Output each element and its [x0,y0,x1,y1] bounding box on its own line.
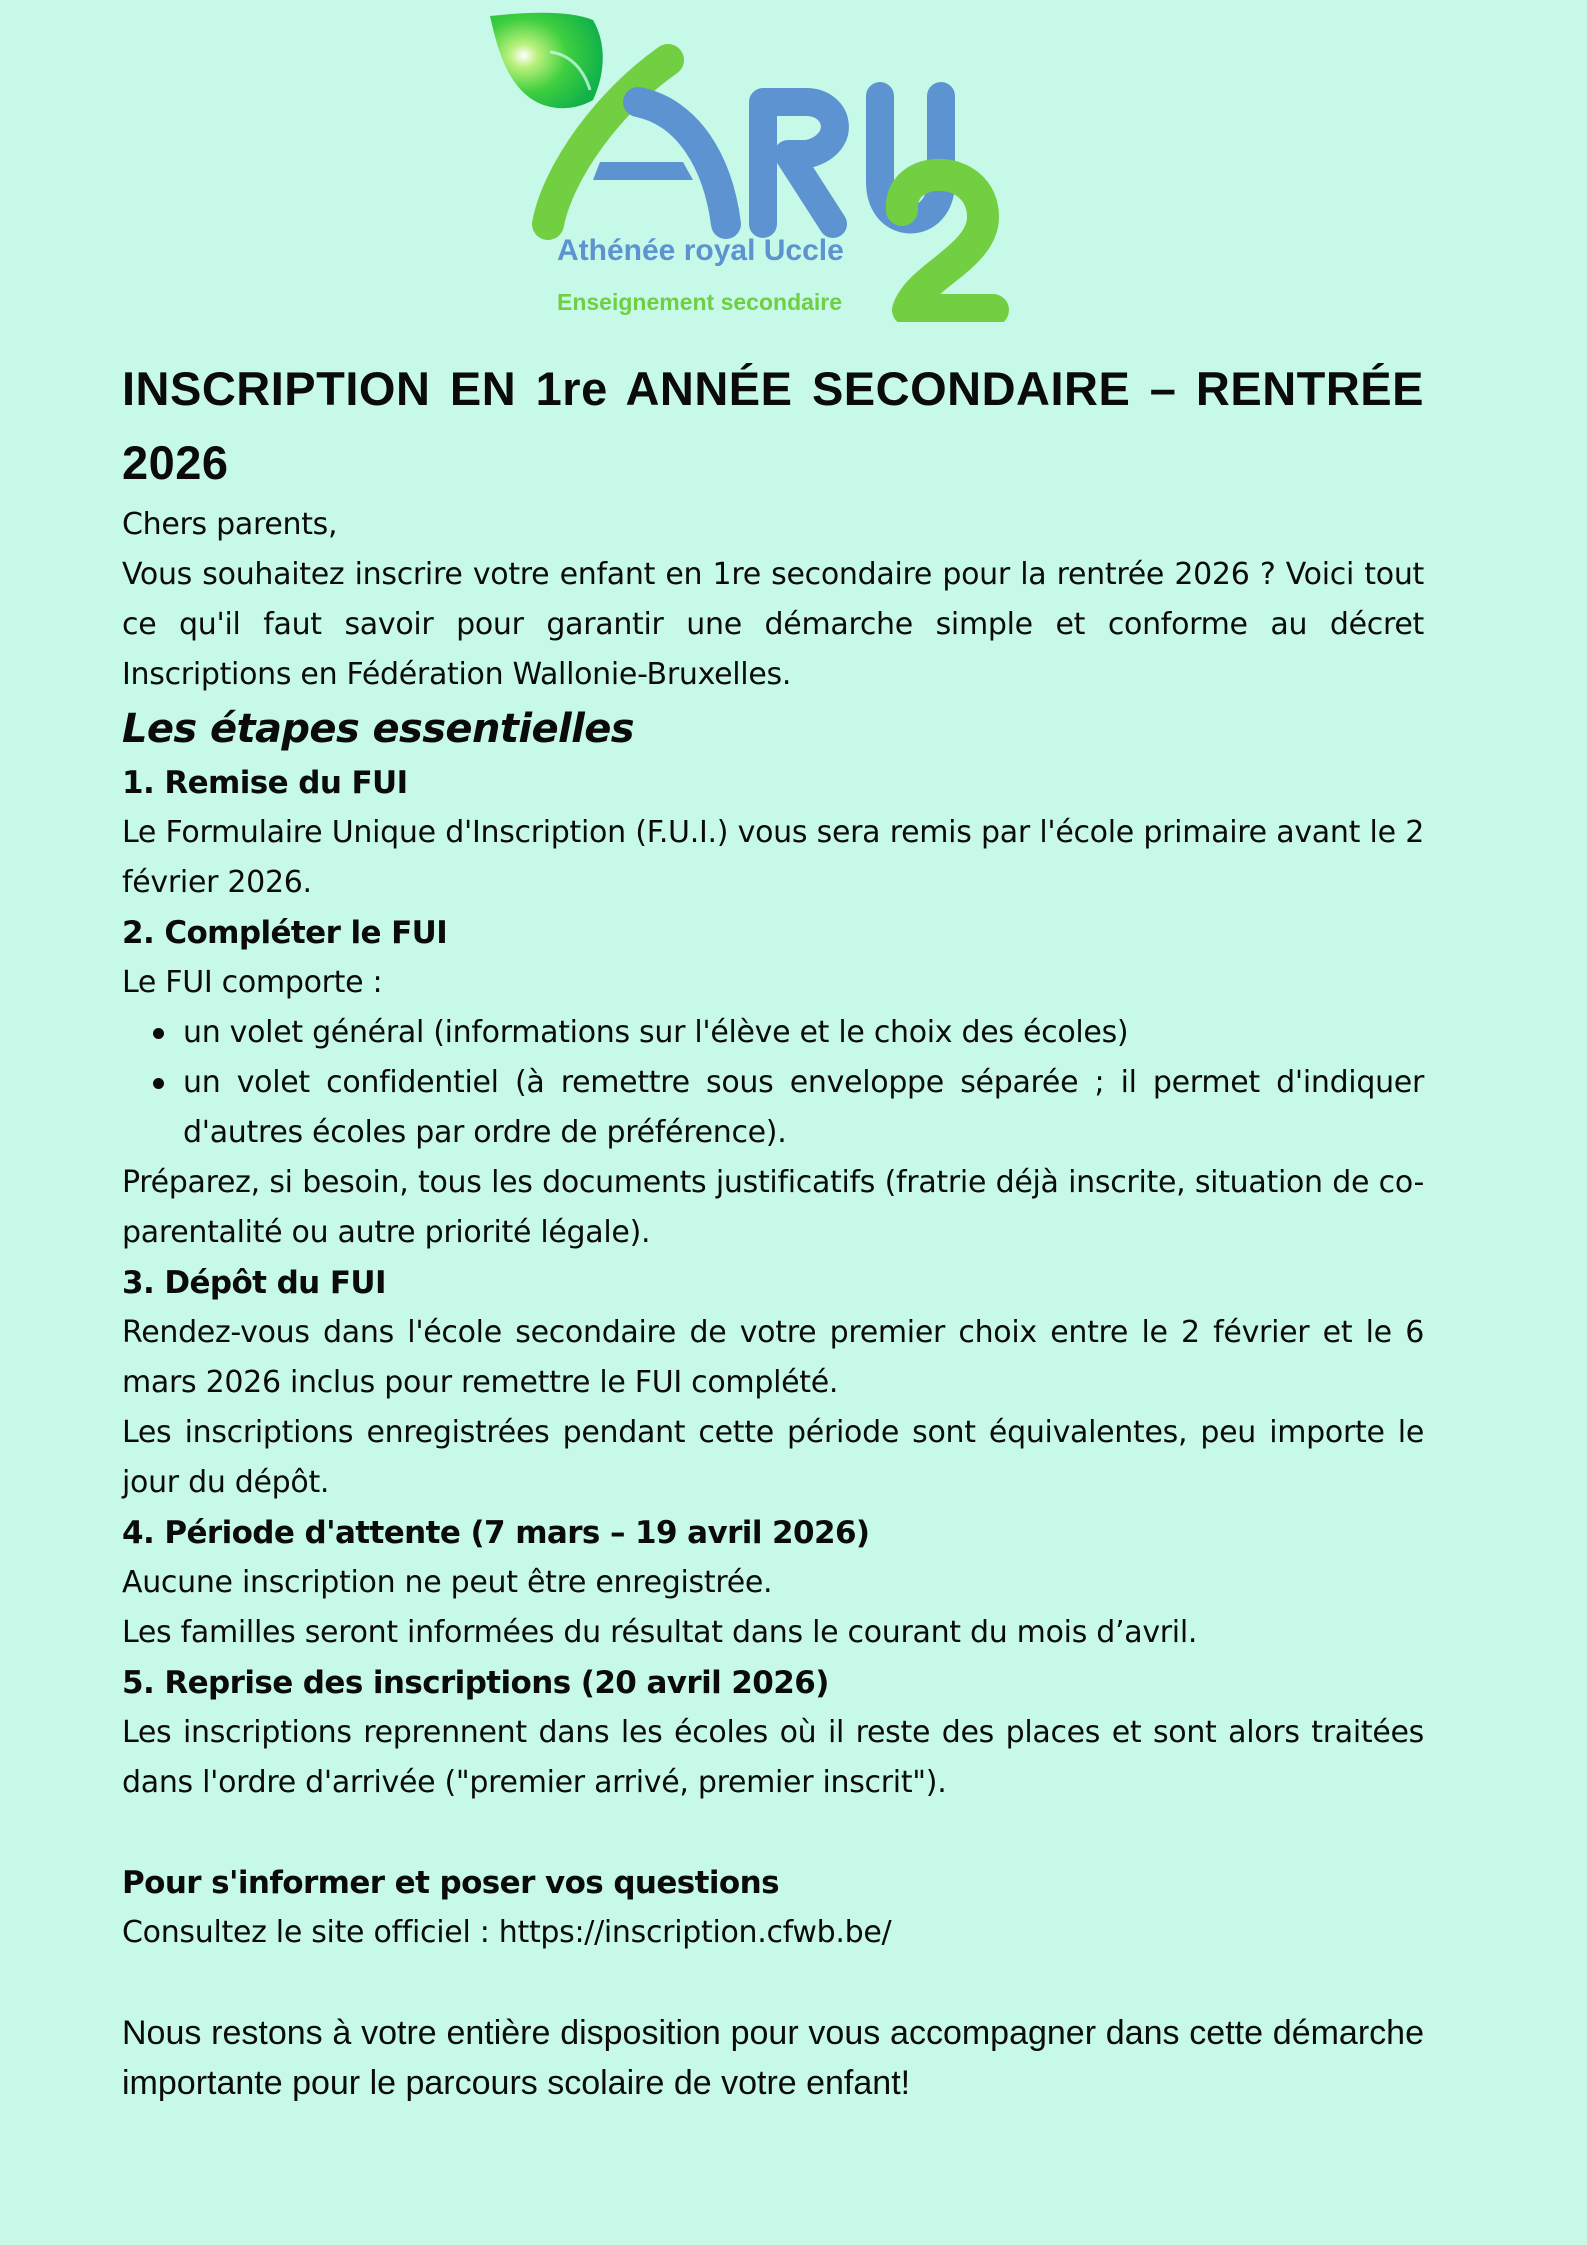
page-title: INSCRIPTION EN 1re ANNÉE SECONDAIRE – RENTRÉE 2026 [122,362,1424,489]
letter-body [122,352,1424,2108]
step-5 [122,1658,1424,1808]
leaf-icon [490,13,603,108]
greeting: Chers parents, [122,507,338,542]
bullet-icon [153,1028,164,1039]
step-heading: 2. Compléter le FUI [122,915,448,951]
official-site-link[interactable]: https://inscription.cfwb.be/ [498,1915,892,1950]
step-3 [122,1258,1424,1508]
fui-parts-list [122,1008,1424,1158]
info-heading: Pour s'informer et poser vos questions [122,1865,779,1901]
list-item [183,1058,1424,1158]
step-heading: 5. Reprise des inscriptions (20 avril 2026) [122,1665,829,1701]
step-paragraph: Le Formulaire Unique d'Inscription (F.U.I.) vous sera remis par l'école primaire avant le 2 février 2026. [122,815,1424,900]
step-intro: Le FUI comporte : [122,965,383,1000]
logo-subtitle: Enseignement secondaire [557,289,843,315]
spacer [122,1958,1424,2008]
list-item [183,1008,1424,1058]
intro-paragraph: Vous souhaitez inscrire votre enfant en 1re secondaire pour la rentrée 2026 ? Voici tout ce qu'il faut savoir pour garantir une démarche simple et conforme au décret Inscriptions en Fédération Wallonie-Bruxelles. [122,557,1424,692]
info-text: Consultez le site officiel : [122,1915,499,1950]
step-paragraph: Rendez-vous dans l'école secondaire de votre premier choix entre le 2 février et le 6 mars 2026 inclus pour remettre le FUI complété. [122,1315,1424,1400]
bullet-icon [153,1078,164,1089]
step-1 [122,758,1424,908]
spacer [122,1808,1424,1858]
list-item-text: un volet confidentiel (à remettre sous enveloppe séparée ; il permet d'indiquer d'autres écoles par ordre de préférence). [183,1065,1424,1150]
step-2 [122,908,1424,1258]
steps-heading: Les étapes essentielles [122,706,634,752]
step-heading: 3. Dépôt du FUI [122,1265,386,1301]
info-section [122,1858,1424,1958]
step-paragraph: Les inscriptions reprennent dans les écoles où il reste des places et sont alors traitées dans l'ordre d'arrivée ("premier arrivé, premier inscrit"). [122,1715,1424,1800]
closing-paragraph: Nous restons à votre entière disposition pour vous accompagner dans cette démarche importante pour le parcours scolaire de votre enfant! [122,2014,1424,2102]
step-paragraph: Préparez, si besoin, tous les documents justificatifs (fratrie déjà inscrite, situation de co-parentalité ou autre priorité légale). [122,1165,1424,1250]
info-paragraph [122,1908,1424,1958]
aru2-logo-graphic [488,12,1028,322]
step-4 [122,1508,1424,1658]
logo-school-name: Athénée royal Uccle [557,234,844,267]
step-paragraph: Les inscriptions enregistrées pendant cette période sont équivalentes, peu importe le jour du dépôt. [122,1415,1424,1500]
step-heading: 4. Période d'attente (7 mars – 19 avril 2026) [122,1515,870,1551]
step-paragraph: Les familles seront informées du résultat dans le courant du mois d’avril. [122,1615,1198,1650]
logo-letter-r [763,102,835,224]
step-paragraph: Aucune inscription ne peut être enregistrée. [122,1565,773,1600]
step-heading: 1. Remise du FUI [122,765,408,801]
list-item-text: un volet général (informations sur l'élève et le choix des écoles) [183,1015,1129,1050]
